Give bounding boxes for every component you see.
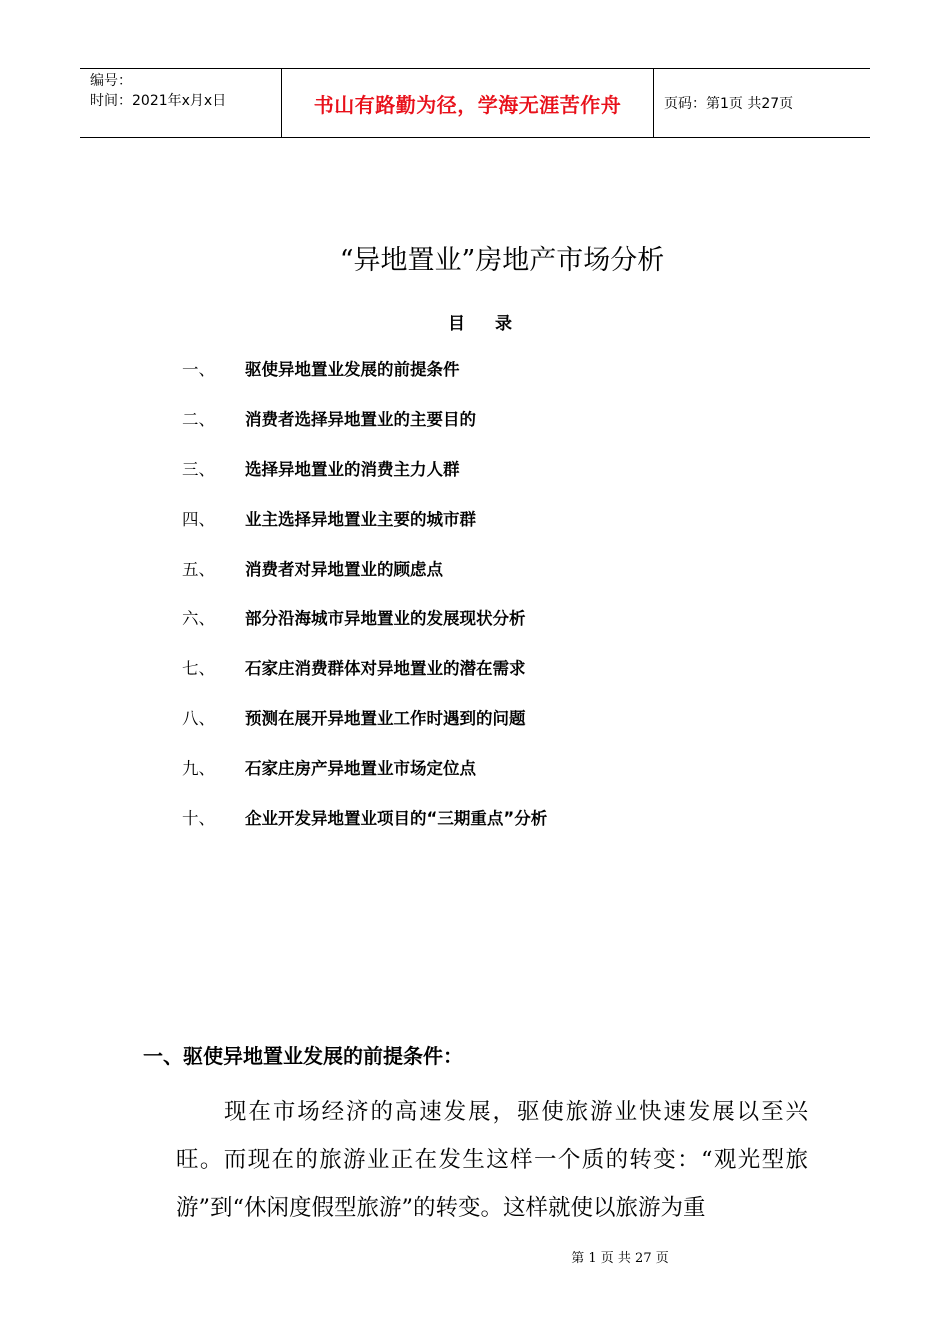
toc-item-text: 选择异地置业的消费主力人群 bbox=[245, 459, 460, 479]
toc-item-number: 一、 bbox=[182, 360, 215, 379]
toc-item bbox=[182, 406, 547, 456]
toc-item-text: 业主选择异地置业主要的城市群 bbox=[245, 509, 476, 529]
header-meta bbox=[80, 69, 281, 137]
toc-item-number: 九、 bbox=[182, 759, 215, 779]
section-heading: 一、驱使异地置业发展的前提条件： bbox=[143, 1044, 463, 1068]
toc-item-number: 七、 bbox=[182, 659, 215, 679]
document-title: “异地置业”房地产市场分析 bbox=[339, 245, 665, 276]
toc-item-text: 部分沿海城市异地置业的发展现状分析 bbox=[245, 609, 526, 629]
toc-heading: 目录 bbox=[448, 314, 542, 334]
table-of-contents bbox=[182, 356, 547, 855]
date-label: 时间：2021年x月x日 bbox=[90, 93, 227, 109]
page-footer: 第 1 页 共 27 页 bbox=[571, 1251, 669, 1266]
toc-item bbox=[182, 556, 547, 606]
toc-item-number: 十、 bbox=[182, 809, 215, 829]
toc-item bbox=[182, 755, 547, 805]
serial-label: 编号： bbox=[90, 73, 132, 89]
header-page-info: 页码：第1页 共27页 bbox=[664, 96, 794, 112]
toc-item-text: 石家庄房产异地置业市场定位点 bbox=[245, 759, 476, 779]
toc-item-number: 六、 bbox=[182, 609, 215, 629]
toc-item bbox=[182, 506, 547, 556]
toc-item bbox=[182, 356, 547, 406]
toc-item-number: 五、 bbox=[182, 559, 215, 579]
header-motto: 书山有路勤为径，学海无涯苦作舟 bbox=[281, 69, 654, 137]
toc-item bbox=[182, 605, 547, 655]
page-header bbox=[80, 68, 870, 138]
toc-item bbox=[182, 805, 547, 855]
toc-item bbox=[182, 456, 547, 506]
toc-item-text: 驱使异地置业发展的前提条件 bbox=[245, 360, 460, 379]
toc-item-text: 石家庄消费群体对异地置业的潜在需求 bbox=[245, 659, 526, 679]
toc-item-text: 企业开发异地置业项目的“三期重点”分析 bbox=[245, 809, 548, 829]
toc-item bbox=[182, 655, 547, 705]
toc-item-number: 四、 bbox=[182, 509, 215, 529]
toc-item bbox=[182, 705, 547, 755]
toc-item-text: 预测在展开异地置业工作时遇到的问题 bbox=[245, 709, 526, 729]
section-paragraph: 现在市场经济的高速发展，驱使旅游业快速发展以至兴旺。而现在的旅游业正在发生这样一个质的转变：“观光型旅游”到“休闲度假型旅游”的转变。这样就使以旅游为重 bbox=[176, 1099, 808, 1221]
toc-item-text: 消费者选择异地置业的主要目的 bbox=[245, 409, 476, 429]
toc-item-text: 消费者对异地置业的顾虑点 bbox=[245, 559, 443, 579]
toc-item-number: 二、 bbox=[182, 409, 215, 429]
toc-item-number: 八、 bbox=[182, 709, 215, 729]
toc-item-number: 三、 bbox=[182, 459, 215, 479]
